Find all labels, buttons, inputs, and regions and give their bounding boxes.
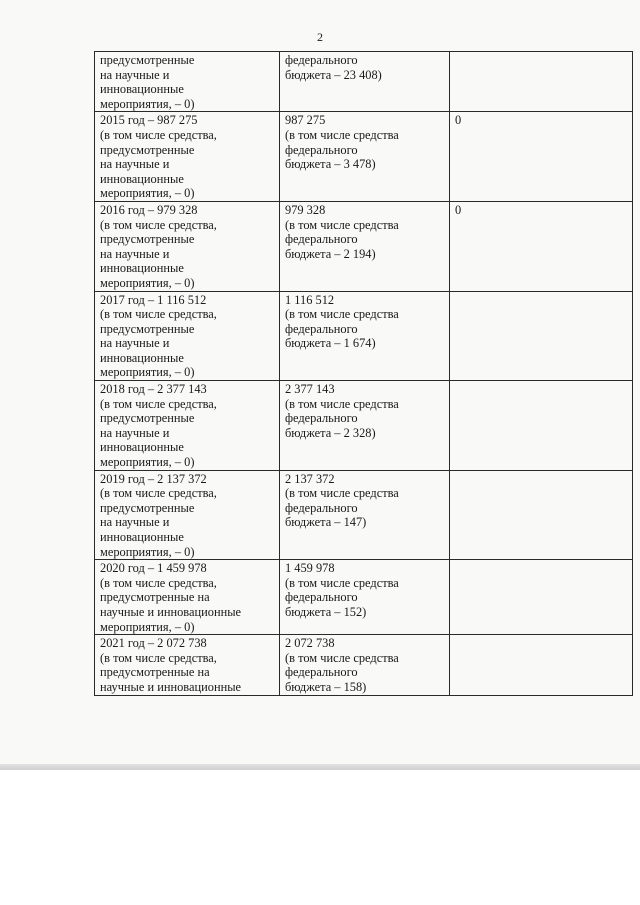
cell-line: (в том числе средства, <box>100 127 217 142</box>
cell-line: предусмотренные <box>100 142 195 157</box>
cell-line: 2015 год – 987 275 <box>100 113 198 128</box>
cell-line: мероприятия, – 0) <box>100 96 195 111</box>
cell-year-total <box>95 112 280 202</box>
cell-line: (в том числе средства, <box>100 217 217 232</box>
cell-year-total <box>95 291 280 381</box>
table-row <box>95 560 633 635</box>
cell-line: (в том числе средства <box>285 575 399 590</box>
cell-line: предусмотренные <box>100 500 195 515</box>
cell-line: (в том числе средства <box>285 127 399 142</box>
cell-year-total <box>95 201 280 291</box>
cell-line: на научные и <box>100 336 170 351</box>
cell-third <box>450 470 633 560</box>
cell-amount <box>280 201 450 291</box>
cell-line: мероприятия, – 0) <box>100 455 195 470</box>
cell-line: 1 459 978 <box>285 561 335 576</box>
cell-line: предусмотренные на <box>100 590 210 605</box>
cell-third: 0 <box>450 201 633 291</box>
cell-line: 1 116 512 <box>285 292 335 307</box>
cell-line: мероприятия, – 0) <box>100 619 195 634</box>
cell-line: федерального <box>285 232 358 247</box>
cell-third: 0 <box>450 112 633 202</box>
table-row <box>95 201 633 291</box>
table-row <box>95 112 633 202</box>
cell-amount <box>280 635 450 695</box>
cell-line: на научные и <box>100 67 170 82</box>
cell-line: федерального <box>285 321 358 336</box>
cell-line: федерального <box>285 500 358 515</box>
cell-line: (в том числе средства, <box>100 650 217 665</box>
table-row <box>95 635 633 695</box>
cell-line: инновационные <box>100 82 184 97</box>
cell-line: (в том числе средства, <box>100 396 217 411</box>
funding-table-body <box>95 52 633 696</box>
cell-line: 2 072 738 <box>285 636 335 651</box>
cell-line: научные и инновационные <box>100 604 242 619</box>
cell-line: (в том числе средства <box>285 217 399 232</box>
cell-line: 2 377 143 <box>285 382 335 397</box>
cell-line: инновационные <box>100 440 184 455</box>
cell-year-total <box>95 470 280 560</box>
cell-line: (в том числе средства, <box>100 486 217 501</box>
table-row <box>95 52 633 112</box>
cell-line: федерального <box>285 142 358 157</box>
cell-line: 2019 год – 2 137 372 <box>100 471 207 486</box>
table-row <box>95 291 633 381</box>
cell-line: (в том числе средства <box>285 650 399 665</box>
cell-line: инновационные <box>100 261 184 276</box>
cell-amount <box>280 381 450 471</box>
cell-line: бюджета – 147) <box>285 515 367 530</box>
cell-line: бюджета – 3 478) <box>285 157 376 172</box>
page-number: 2 <box>317 30 323 44</box>
cell-amount <box>280 560 450 635</box>
cell-line: 987 275 <box>285 113 326 128</box>
cell-line: федерального <box>285 665 358 680</box>
cell-line: предусмотренные <box>100 232 195 247</box>
cell-amount <box>280 291 450 381</box>
cell-year-total <box>95 560 280 635</box>
cell-line: 2018 год – 2 377 143 <box>100 382 207 397</box>
cell-line: (в том числе средства <box>285 396 399 411</box>
cell-line: инновационные <box>100 350 184 365</box>
cell-line: на научные и <box>100 425 170 440</box>
cell-line: бюджета – 2 328) <box>285 425 376 440</box>
cell-line: мероприятия, – 0) <box>100 544 195 559</box>
cell-line: федерального <box>285 411 358 426</box>
cell-line: предусмотренные <box>100 411 195 426</box>
cell-line: 2016 год – 979 328 <box>100 202 198 217</box>
cell-line: научные и инновационные <box>100 679 242 694</box>
cell-line: (в том числе средства <box>285 486 399 501</box>
cell-line: на научные и <box>100 157 170 172</box>
funding-table <box>94 51 633 696</box>
cell-line: федерального <box>285 53 358 67</box>
cell-line: мероприятия, – 0) <box>100 186 195 201</box>
cell-line: федерального <box>285 590 358 605</box>
cell-line: на научные и <box>100 246 170 261</box>
cell-amount <box>280 52 450 112</box>
scan-bottom-edge <box>0 764 640 770</box>
cell-line: 979 328 <box>285 202 326 217</box>
cell-line: 2020 год – 1 459 978 <box>100 561 207 576</box>
cell-third <box>450 381 633 471</box>
cell-line: бюджета – 158) <box>285 679 367 694</box>
cell-line: бюджета – 152) <box>285 604 367 619</box>
cell-line: на научные и <box>100 515 170 530</box>
cell-third <box>450 560 633 635</box>
cell-line: 2021 год – 2 072 738 <box>100 636 207 651</box>
cell-third <box>450 635 633 695</box>
cell-line: инновационные <box>100 171 184 186</box>
cell-amount <box>280 470 450 560</box>
cell-line: предусмотренные <box>100 53 195 67</box>
cell-line: мероприятия, – 0) <box>100 365 195 380</box>
cell-year-total <box>95 381 280 471</box>
cell-line: предусмотренные на <box>100 665 210 680</box>
cell-year-total <box>95 52 280 112</box>
cell-line: 2017 год – 1 116 512 <box>100 292 207 307</box>
table-row <box>95 381 633 471</box>
cell-line: бюджета – 2 194) <box>285 246 376 261</box>
cell-line: (в том числе средства, <box>100 307 217 322</box>
cell-line: (в том числе средства, <box>100 575 217 590</box>
cell-line: мероприятия, – 0) <box>100 275 195 290</box>
cell-line: инновационные <box>100 530 184 544</box>
cell-amount <box>280 112 450 202</box>
cell-third <box>450 52 633 112</box>
cell-line: бюджета – 23 408) <box>285 67 382 82</box>
cell-line: бюджета – 1 674) <box>285 336 376 351</box>
table-row <box>95 470 633 560</box>
cell-line: предусмотренные <box>100 321 195 336</box>
cell-line: (в том числе средства <box>285 307 399 322</box>
cell-third <box>450 291 633 381</box>
cell-line: 2 137 372 <box>285 471 335 486</box>
cell-year-total <box>95 635 280 695</box>
